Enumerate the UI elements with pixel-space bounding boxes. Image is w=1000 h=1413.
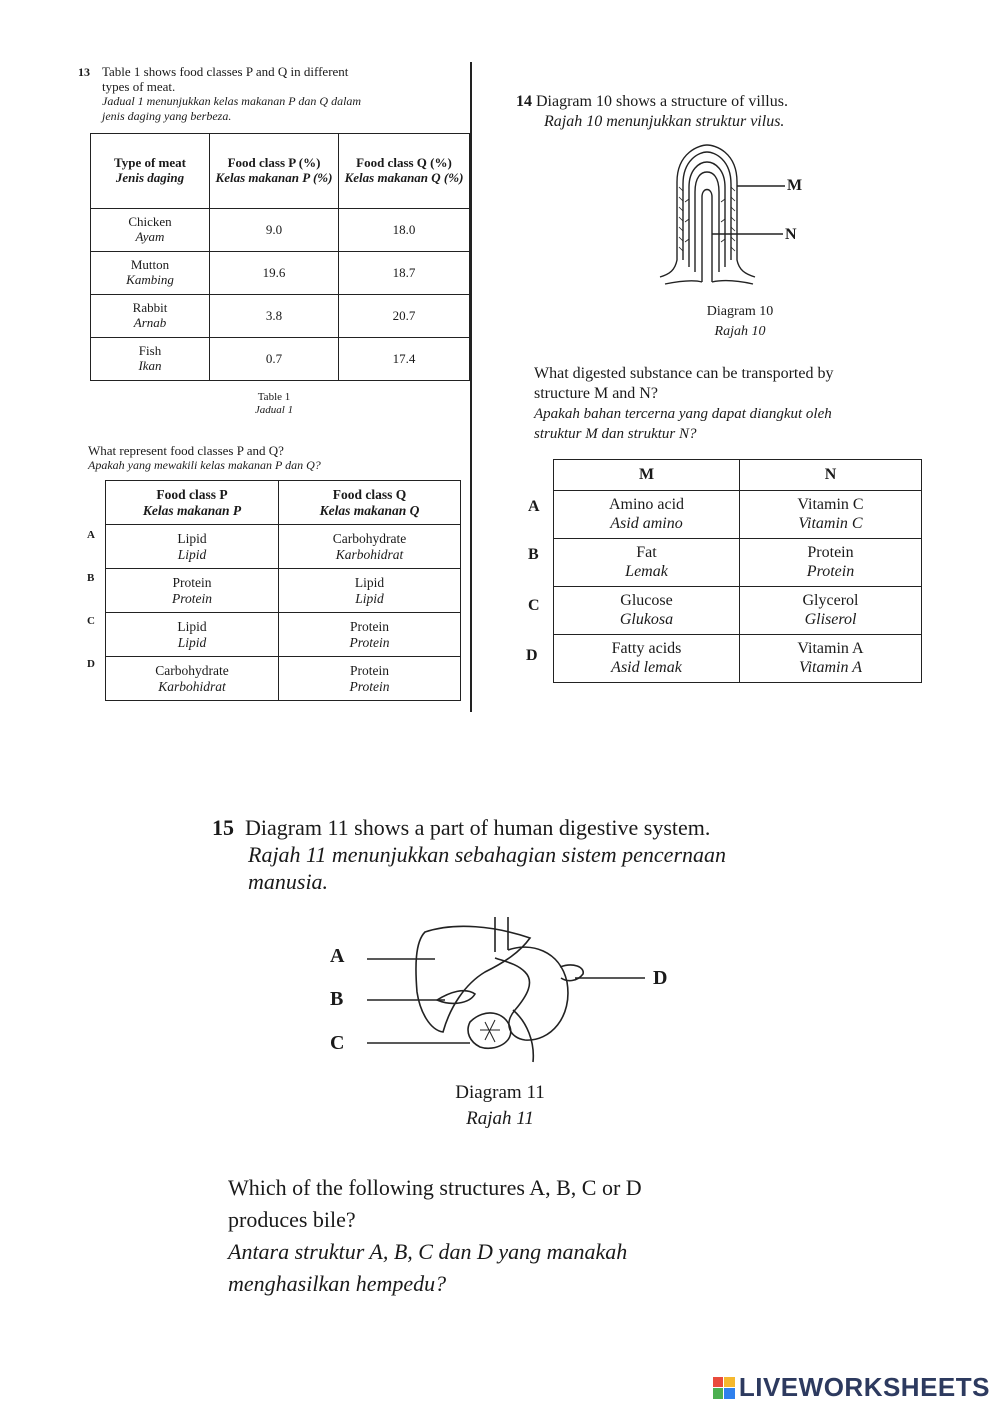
q14-stem-ms: Rajah 10 menunjukkan struktur vilus. [544,113,785,130]
table-row: Rabbit Arnab 3.8 20.7 [91,295,470,338]
option-row-d[interactable]: Fatty acids Asid lemak Vitamin A Vitamin A [554,635,922,683]
option-row-c[interactable]: Glucose Glukosa Glycerol Gliserol [554,587,922,635]
q13-option-letter-b: B [87,572,95,584]
q15-number: 15 [212,815,234,840]
q15-label-d: D [653,967,668,989]
q14-stem-en: Diagram 10 shows a structure of villus. [536,93,788,110]
q14-number: 14 [516,93,532,110]
q13-options-header-p: Food class P Kelas makanan P [106,481,279,525]
q13-stem-ms-2: jenis daging yang berbeza. [102,109,232,123]
q15-label-a: A [330,945,345,967]
q14-label-n: N [785,226,797,243]
option-row-b[interactable]: Fat Lemak Protein Protein [554,539,922,587]
liveworksheets-icon [713,1377,735,1399]
q13-data-table [90,133,470,381]
q14-option-letter-b: B [528,546,539,563]
q13-option-letter-d: D [87,658,95,670]
column-divider [470,62,472,712]
option-row-a[interactable]: Amino acid Asid amino Vitamin C Vitamin C [554,491,922,539]
q14-label-m: M [787,177,803,194]
q14-caption: Diagram 10 Rajah 10 [706,304,774,339]
q13-header-p: Food class P (%) Kelas makanan P (%) [210,134,339,209]
option-row-a[interactable]: Lipid Lipid Carbohydrate Karbohidrat [106,525,461,569]
brand-name: LIVEWORKSHEETS [738,1372,990,1402]
q13-option-letter-a: A [87,529,95,541]
option-row-d[interactable]: Carbohydrate Karbohidrat Protein Protein [106,657,461,701]
table-row: Fish Ikan 0.7 17.4 [91,338,470,381]
q15-stem-en: Diagram 11 shows a part of human digestive system. [245,815,711,840]
villus-diagram [655,142,815,292]
q14-options-header-n: N [740,460,922,491]
q13-option-letter-c: C [87,615,95,627]
q13-options-header-q: Food class Q Kelas makanan Q [279,481,461,525]
q13-number: 13 [78,65,90,79]
q15-label-c: C [330,1032,345,1054]
q15-stem-ms-2: manusia. [248,869,329,894]
table-row: Chicken Ayam 9.0 18.0 [91,209,470,252]
q14-options-table [553,459,922,683]
q15-stem-ms-1: Rajah 11 menunjukkan sebahagian sistem pencernaan [248,842,727,867]
liveworksheets-logo [713,1372,990,1403]
q14-option-letter-c: C [528,597,540,614]
q15-question: Which of the following structures A, B, C or D produces bile? Antara struktur A, B, C dan D yang manakah menghasilkan hempedu? [228,1175,642,1296]
q13-header-meat: Type of meat Jenis daging [91,134,210,209]
q13-options-table [105,480,461,701]
table-row: Mutton Kambing 19.6 18.7 [91,252,470,295]
q14-option-letter-a: A [528,498,540,515]
option-row-c[interactable]: Lipid Lipid Protein Protein [106,613,461,657]
q14-options-header-m: M [554,460,740,491]
q13-header-q: Food class Q (%) Kelas makanan Q (%) [339,134,470,209]
q14-stem [516,92,788,132]
q13-stem-ms-1: Jadual 1 menunjukkan kelas makanan P dan Q dalam [102,94,362,108]
q13-stem [102,64,361,124]
q15-label-b: B [330,988,344,1010]
q15-caption: Diagram 11 Rajah 11 [455,1082,545,1129]
digestive-system-diagram [345,912,645,1072]
q14-question: What digested substance can be transported by structure M and N? Apakah bahan tercerna yang dapat diangkut oleh struktur M dan struktur N? [534,365,834,442]
q13-question: What represent food classes P and Q? Apakah yang mewakili kelas makanan P dan Q? [88,443,321,472]
q14-option-letter-d: D [526,647,538,664]
q15-stem [212,814,726,895]
q13-table-caption: Table 1 Jadual 1 [254,391,294,416]
q13-stem-en-1: Table 1 shows food classes P and Q in different [102,64,349,79]
option-row-b[interactable]: Protein Protein Lipid Lipid [106,569,461,613]
q13-stem-en-2: types of meat. [102,79,176,94]
